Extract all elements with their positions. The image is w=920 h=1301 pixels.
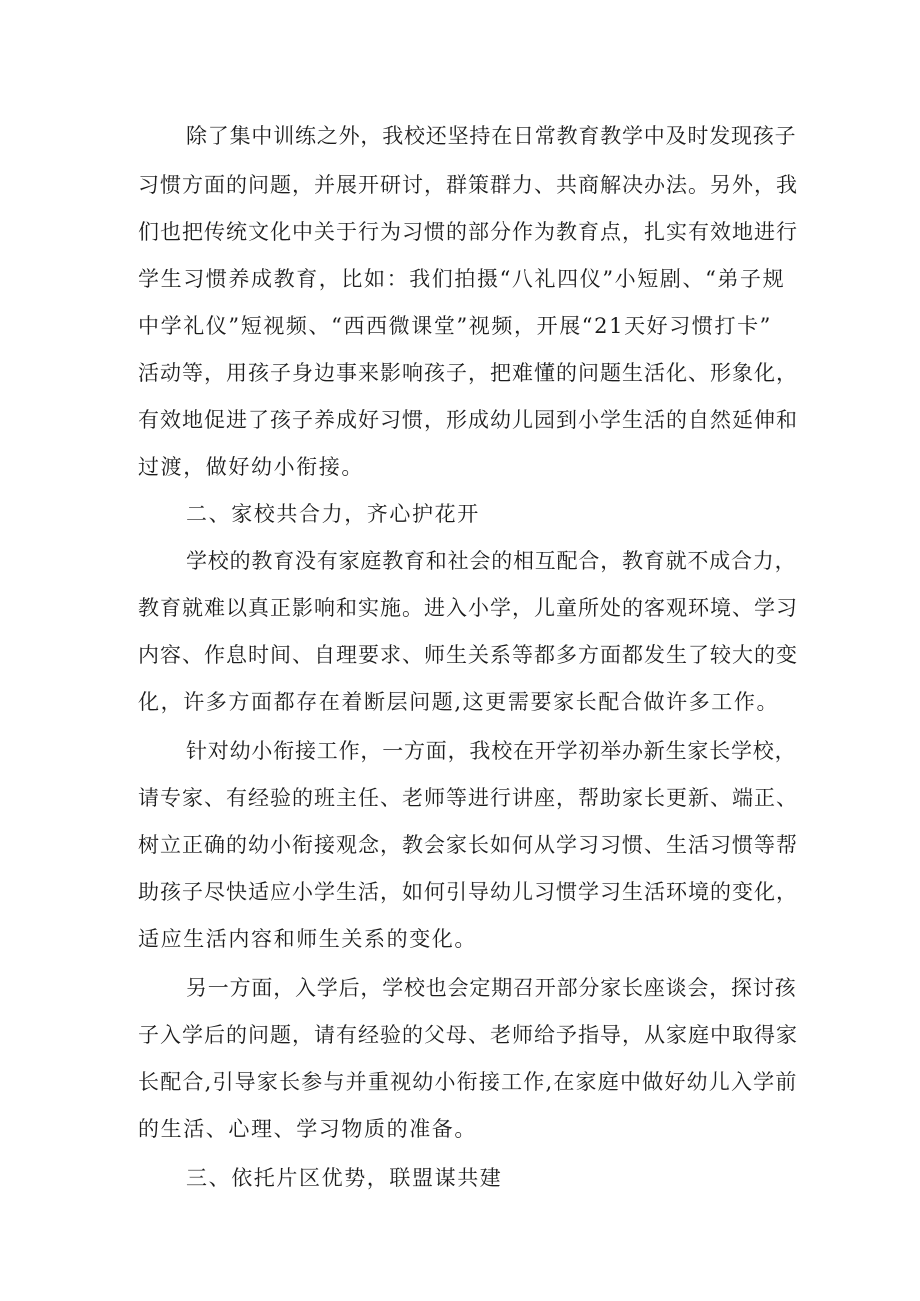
paragraph-line: 助孩子尽快适应小学生活，如何引导幼儿习惯学习生活环境的变化， <box>138 880 798 904</box>
paragraph-line: 内容、作息时间、自理要求、师生关系等都多方面都发生了较大的变 <box>138 643 798 667</box>
paragraph-line: 学校的教育没有家庭教育和社会的相互配合，教育就不成合力， <box>186 549 797 573</box>
paragraph-line: 过渡，做好幼小衔接。 <box>138 455 364 479</box>
paragraph-line: 除了集中训练之外，我校还坚持在日常教育教学中及时发现孩子 <box>186 124 797 148</box>
paragraph-line: 子入学后的问题，请有经验的父母、老师给予指导，从家庭中取得家 <box>138 1023 798 1047</box>
paragraph-line: 学生习惯养成教育，比如：我们拍摄“八礼四仪”小短剧、“弟子规 <box>138 267 786 291</box>
section-heading: 二、家校共合力，齐心护花开 <box>186 502 480 526</box>
paragraph-line: 有效地促进了孩子养成好习惯，形成幼儿园到小学生活的自然延伸和 <box>138 408 798 432</box>
paragraph-line: 化，许多方面都存在着断层问题,这更需要家长配合做许多工作。 <box>138 690 780 714</box>
paragraph-line: 请专家、有经验的班主任、老师等进行讲座，帮助家长更新、端正、 <box>138 786 798 810</box>
paragraph-line: 的生活、心理、学习物质的准备。 <box>138 1117 477 1141</box>
paragraph-line: 适应生活内容和师生关系的变化。 <box>138 927 477 951</box>
paragraph-line: 活动等，用孩子身边事来影响孩子，把难懂的问题生活化、形象化， <box>138 361 798 385</box>
paragraph-line: 习惯方面的问题，并展开研讨，群策群力、共商解决办法。另外，我 <box>138 173 798 197</box>
paragraph-line: 另一方面，入学后，学校也会定期召开部分家长座谈会，探讨孩 <box>186 976 797 1000</box>
paragraph-line: 教育就难以真正影响和实施。进入小学，儿童所处的客观环境、学习 <box>138 596 798 620</box>
section-heading: 三、依托片区优势，联盟谋共建 <box>186 1166 503 1190</box>
paragraph-line: 中学礼仪”短视频、“西西微课堂”视频，开展“21天好习惯打卡” <box>138 314 772 338</box>
paragraph-line: 长配合,引导家长参与并重视幼小衔接工作,在家庭中做好幼儿入学前 <box>138 1070 798 1094</box>
paragraph-line: 们也把传统文化中关于行为习惯的部分作为教育点，扎实有效地进行 <box>138 220 798 244</box>
paragraph-line: 树立正确的幼小衔接观念，教会家长如何从学习习惯、生活习惯等帮 <box>138 833 798 857</box>
paragraph-line: 针对幼小衔接工作，一方面，我校在开学初举办新生家长学校， <box>186 739 797 763</box>
